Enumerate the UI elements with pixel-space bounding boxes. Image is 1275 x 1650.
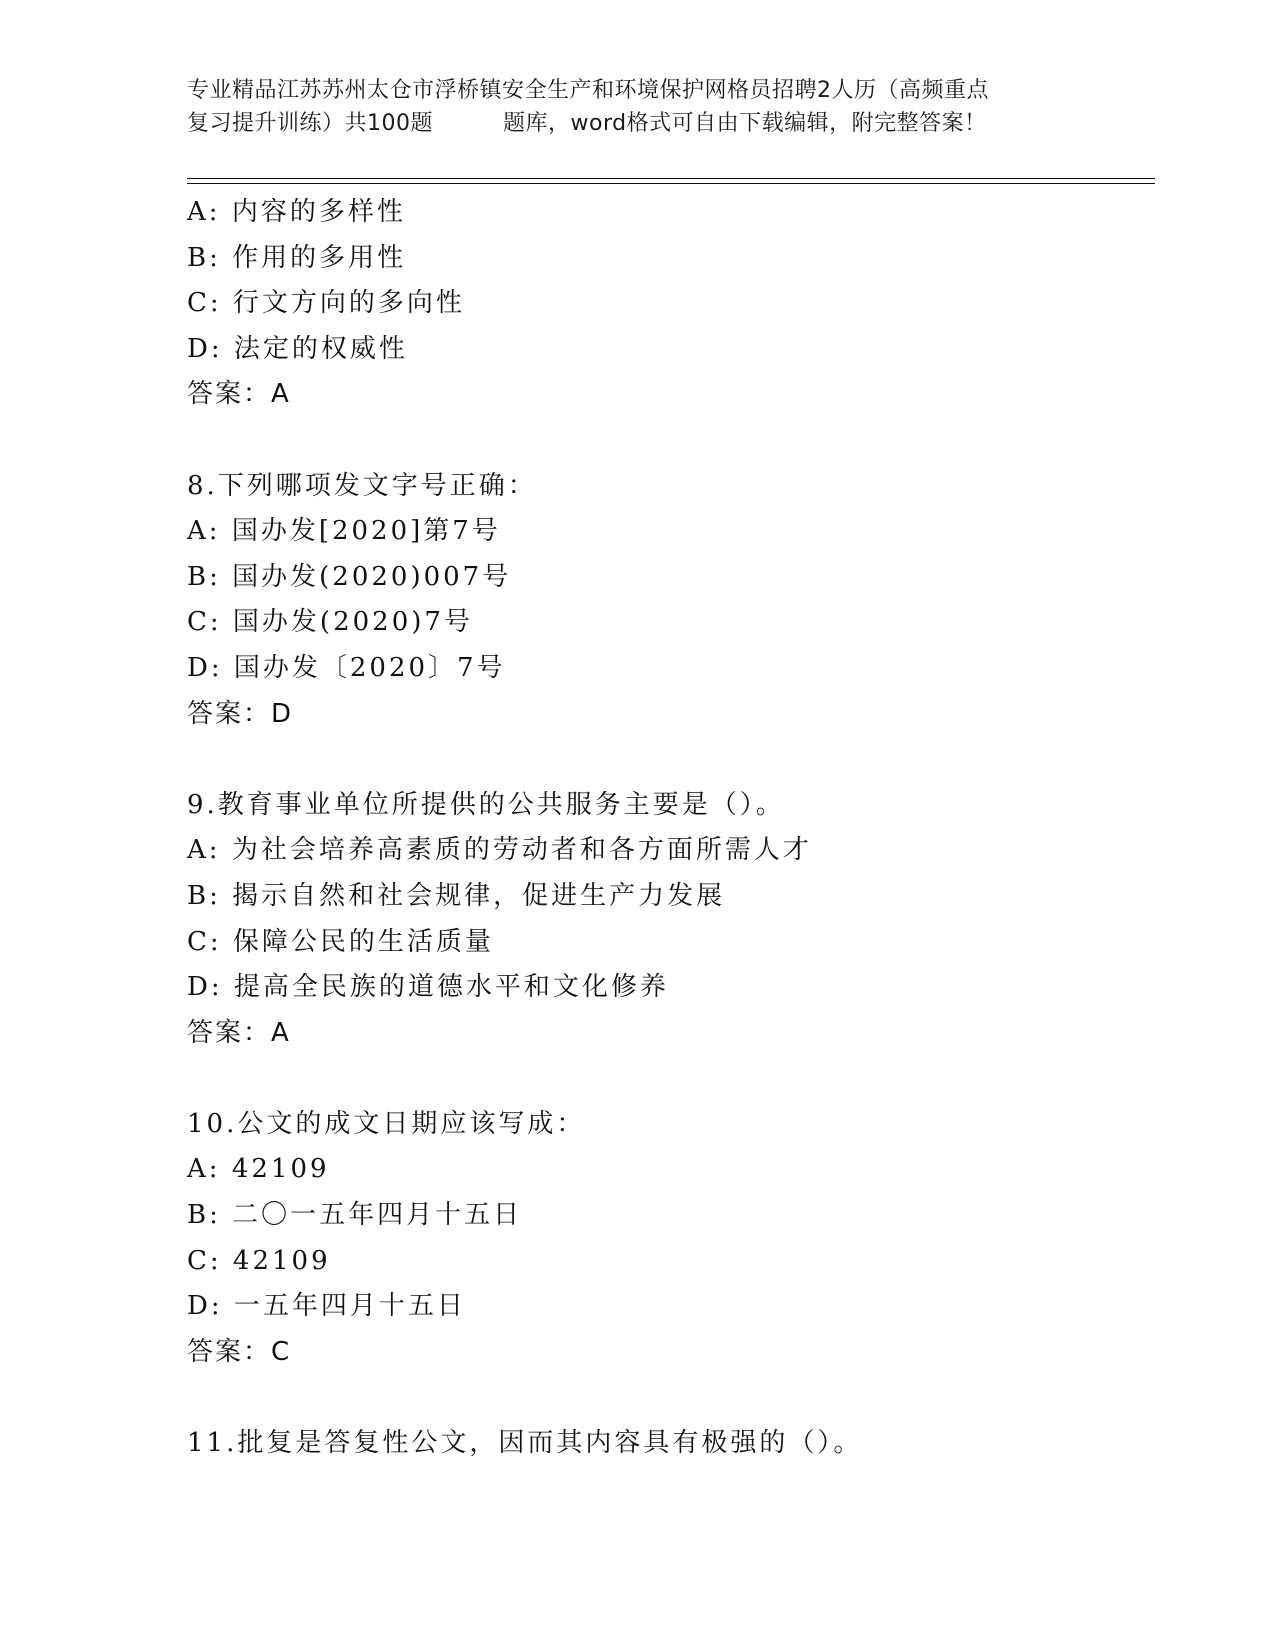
option-label: B: (187, 1200, 221, 1231)
option-text: 42109 (232, 1245, 331, 1276)
option-label: D: (187, 972, 223, 1003)
question-block-10 (187, 1102, 1147, 1376)
spacer (187, 1375, 1147, 1421)
question-list (187, 190, 1147, 1467)
option-a (187, 509, 1147, 555)
header-divider-top (187, 178, 1155, 179)
header-title-line-1: 专业精品江苏苏州太仓市浮桥镇安全生产和环境保护网格员招聘2人历（高频重点 (187, 78, 989, 103)
option-text: 国办发[2020]第7号 (231, 516, 501, 547)
option-d (187, 327, 1147, 373)
option-text: 为社会培养高素质的劳动者和各方面所需人才 (231, 835, 812, 866)
option-d (187, 646, 1147, 692)
option-text: 保障公民的生活质量 (232, 926, 494, 957)
question-stem: 9.教育事业单位所提供的公共服务主要是（）。 (187, 789, 785, 820)
question-block-11 (187, 1421, 1147, 1467)
option-label: C: (187, 926, 222, 957)
answer-line: 答案：D (187, 698, 294, 729)
option-c (187, 920, 1147, 966)
option-b (187, 236, 1147, 282)
option-c (187, 600, 1147, 646)
answer-line: 答案：A (187, 1017, 291, 1048)
question-stem: 8.下列哪项发文字号正确： (187, 470, 537, 501)
question-block-8 (187, 464, 1147, 738)
question-block-7 (187, 190, 1147, 418)
header-title-part-b: 题库，word格式可自由下载编辑，附完整答案！ (503, 111, 987, 136)
spacer (187, 1056, 1147, 1102)
option-text: 国办发(2020)007号 (232, 561, 512, 592)
option-text: 揭示自然和社会规律，促进生产力发展 (232, 880, 726, 911)
option-b (187, 555, 1147, 601)
option-text: 法定的权威性 (233, 333, 408, 364)
option-label: B: (187, 242, 221, 273)
option-label: D: (187, 333, 223, 364)
option-text: 国办发〔2020〕7号 (233, 652, 506, 683)
header-divider-bottom (187, 183, 1155, 184)
option-text: 国办发(2020)7号 (232, 607, 473, 638)
option-label: A: (187, 197, 221, 227)
option-text: 一五年四月十五日 (233, 1291, 466, 1322)
option-a (187, 190, 1147, 236)
option-label: A: (187, 835, 221, 866)
option-label: A: (187, 516, 221, 547)
question-stem: 11.批复是答复性公文，因而其内容具有极强的（）。 (187, 1428, 863, 1459)
option-label: C: (187, 1245, 222, 1276)
spacer (187, 418, 1147, 464)
option-d (187, 1284, 1147, 1330)
question-stem: 10.公文的成文日期应该写成： (187, 1108, 586, 1139)
answer-line: 答案：A (187, 379, 291, 410)
header-title-part-a: 复习提升训练）共100题 (187, 111, 433, 136)
option-label: A: (187, 1154, 221, 1185)
question-block-9 (187, 783, 1147, 1057)
option-text: 内容的多样性 (231, 197, 406, 227)
option-d (187, 965, 1147, 1011)
option-label: D: (187, 1291, 223, 1322)
option-a (187, 828, 1147, 874)
option-c (187, 1239, 1147, 1285)
option-b (187, 1193, 1147, 1239)
option-text: 行文方向的多向性 (232, 288, 465, 319)
option-b (187, 874, 1147, 920)
option-text: 作用的多用性 (232, 242, 407, 273)
document-header (187, 74, 1087, 140)
answer-line: 答案：C (187, 1336, 292, 1367)
option-text: 二〇一五年四月十五日 (232, 1200, 523, 1231)
option-label: C: (187, 288, 222, 319)
option-text: 提高全民族的道德水平和文化修养 (233, 972, 669, 1003)
option-label: C: (187, 607, 222, 638)
option-a (187, 1147, 1147, 1193)
option-label: B: (187, 561, 221, 592)
header-title-line-2 (187, 107, 1087, 140)
option-text: 42109 (231, 1154, 330, 1185)
option-c (187, 281, 1147, 327)
option-label: D: (187, 652, 223, 683)
option-label: B: (187, 880, 221, 911)
spacer (187, 737, 1147, 783)
